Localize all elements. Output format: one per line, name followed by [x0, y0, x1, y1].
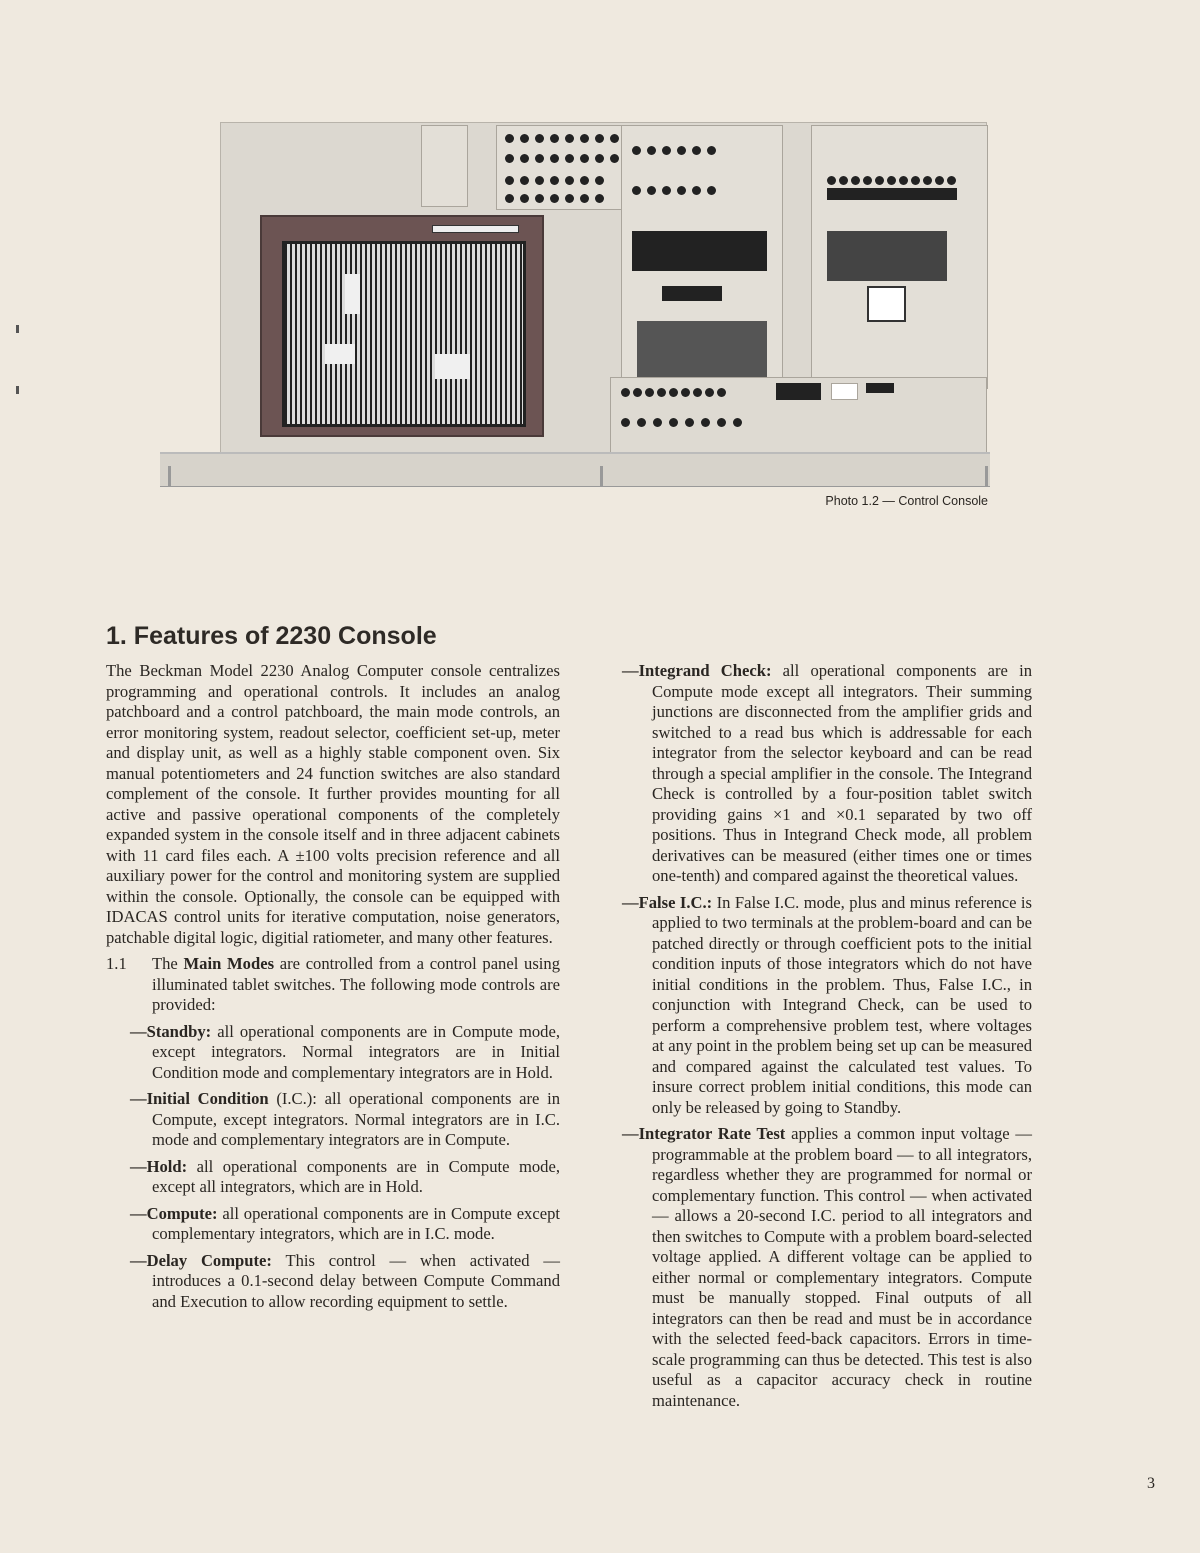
text: all operational components are in Compute mode except all integrators. Their summing junctions are disconnected from the amplifier grids and switched to a read bus which is addressable for each integrator from the selector keyboard and can be read through a special amplifier in the console. The Integrand Check is controlled by a four-position tablet switch providing gains ×1 and ×0.1 separated by two off positions. Thus in Integrand Check mode, all problem derivatives can be measured (either times one or times one-tenth) and compared against the theoretical values. [652, 661, 1032, 885]
term: —Integrand Check: [622, 661, 772, 680]
term: —Compute: [130, 1203, 218, 1223]
text: all operational components are in Compute except complementary integrators, which are in I.C. mode. [152, 1203, 560, 1243]
mode-compute [130, 1204, 560, 1245]
mode-initial-condition [130, 1089, 560, 1151]
mode-false-ic [622, 893, 1032, 1119]
text: all operational components are in Compute mode, except all integrators, which are in Hold. [152, 1156, 560, 1196]
term: —False I.C.: [622, 892, 713, 912]
term: —Hold: [130, 1156, 188, 1176]
term: —Initial Condition [130, 1089, 269, 1108]
photo-caption: Photo 1.2 — Control Console [825, 494, 988, 508]
term: Main Modes [183, 954, 275, 973]
section-heading: 1. Features of 2230 Console [106, 622, 437, 650]
mode-integrand-check [622, 661, 1032, 887]
text: applies a common input voltage — programmable at the problem board — to all integrators, regardless whether they are programmed for normal or complementary function. This control — when activated — allows a 20-second I.C. period to all integrators and then switches to Compute with a problem board-selected voltage applied. A different voltage can be applied to either normal or complementary integrators. Compute must be manually stopped. Final outputs of all integrators can then be read and must be in accordance with the selected feed-back capacitors. Errors in time-scale programming can thus be detected. This test is also useful as a capacitor accuracy check in routine maintenance. [652, 1124, 1032, 1410]
term: —Standby: [130, 1021, 212, 1041]
analog-patchboard [260, 215, 544, 437]
mode-delay-compute [130, 1251, 560, 1313]
section-1-1 [106, 954, 560, 1016]
text: This control — when activated — introduces a 0.1-second delay between Compute Command and Execution to allow recording equipment to settle. [152, 1250, 560, 1311]
door-panel [421, 125, 468, 207]
control-desk-panel [610, 377, 987, 459]
margin-mark [16, 386, 19, 394]
mode-integrator-rate-test [622, 1124, 1032, 1411]
mode-standby [130, 1022, 560, 1084]
intro-paragraph: The Beckman Model 2230 Analog Computer console centralizes programming and operational controls. It includes an analog patchboard and a control patchboard, the main mode controls, an error monitoring system, readout selector, coefficient set-up, meter and display unit, as well as a highly stable component oven. Six manual potentiometers and 24 function switches are also standard complement of the console. It further provides mounting for all active and passive operational components of the completely expanded system in the console itself and in three adjacent cabinets with 11 card files each. A ±100 volts precision reference and all auxiliary power for the control and monitoring system are supplied within the console. Optionally, the console can be equipped with IDACAS control units for iterative computation, noise generators, patchable digital logic, digitial ratiometer, and many other features. [106, 661, 560, 947]
right-column [622, 661, 1032, 1417]
term: —Delay Compute: [130, 1250, 272, 1270]
text: (I.C.): all operational components are in Compute, except integrators. Normal integrators are in I.C. mode and complementary integrators are in Compute. [152, 1089, 560, 1149]
text: In False I.C. mode, plus and minus reference is applied to two terminals at the problem-board and can be patched directly or through coefficient pots to the initial condition inputs of those integrators which do not have initial conditions in the problem. Thus, False I.C., in conjunction with Integrand Check, can be used to perform a comprehensive problem test, where voltages at any point in the problem being set up can be measured and compared against the calculated test values. To insure correct problem initial conditions, this mode can only be released by going to Standby. [652, 892, 1032, 1117]
section-number: 1.1 [106, 954, 127, 973]
text: are controlled from a control panel using illuminated tablet switches. The following mode controls are provided: [152, 954, 560, 1014]
term: —Integrator Rate Test [622, 1124, 786, 1143]
margin-mark [16, 325, 19, 333]
page-number: 3 [1147, 1475, 1155, 1492]
left-column [106, 661, 560, 1318]
text: all operational components are in Compute mode, except integrators. Normal integrators are in Initial Condition mode and complementary integrators are in Hold. [152, 1021, 560, 1082]
control-console-photo [160, 122, 990, 484]
mode-hold [130, 1157, 560, 1198]
scope-rack [811, 125, 988, 389]
console-desk [160, 452, 990, 487]
text: The [152, 954, 184, 973]
